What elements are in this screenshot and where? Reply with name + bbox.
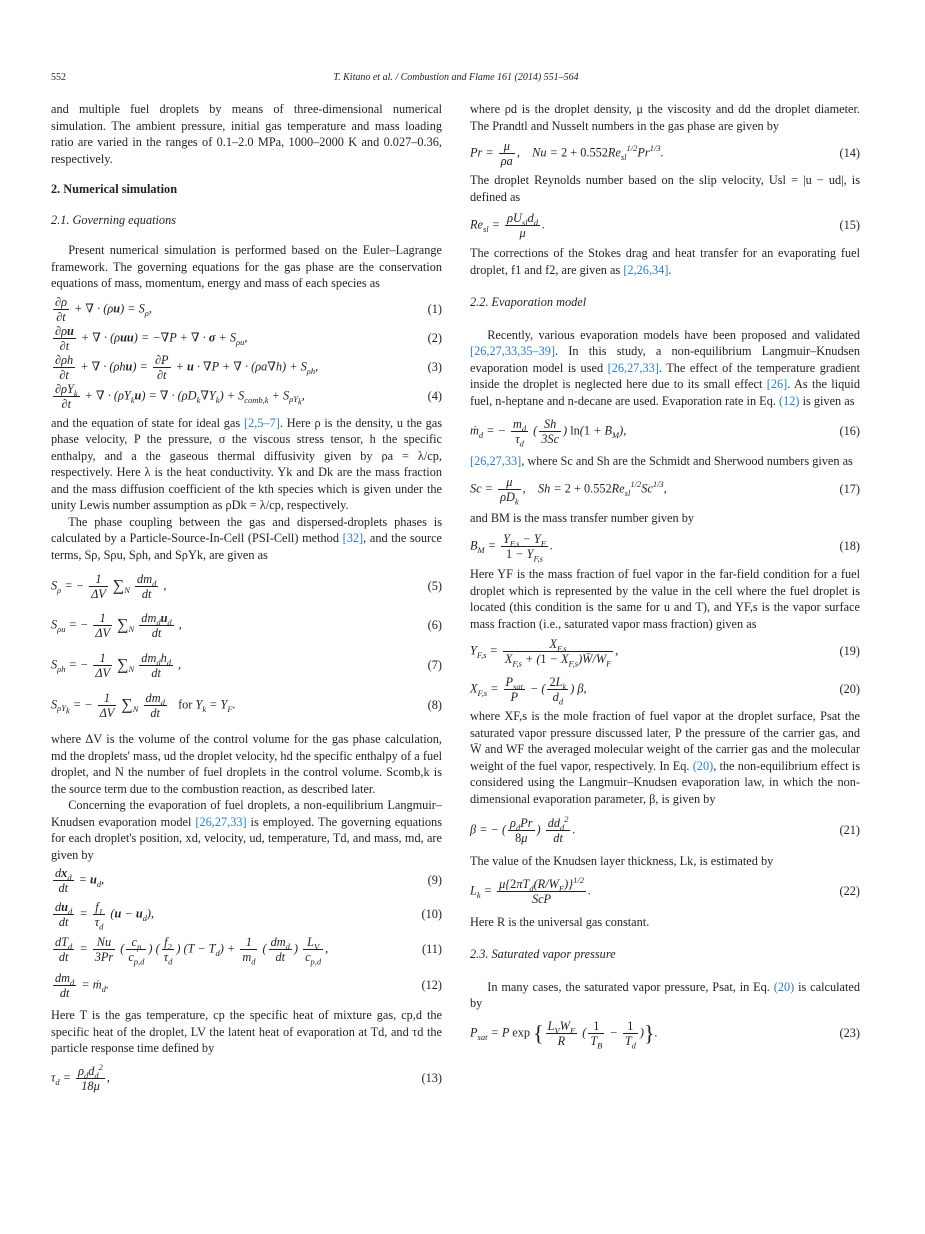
- equation-16: ṁ$_d$ = − $\frac{m_d}{\tau_d}$ ( $\frac{Sh}{3Sc}$ ) $\ln(1 + B_M)$, (16): [470, 416, 860, 448]
- left-column: [51, 101, 442, 1101]
- equation-number: (22): [839, 884, 860, 899]
- equation-number: (19): [839, 643, 860, 658]
- equation-number: (7): [427, 657, 442, 672]
- paragraph-phase-coupling: The phase coupling between the gas and dispersed-droplets phases is calculated by a Particle-Source-In-Cell (PSI-Cell) method [32], and the source terms, Sρ, Sρu, Sρh, and SρYk, are given as: [51, 514, 443, 562]
- paragraph-evaporation-model: Concerning the evaporation of fuel droplets, a non-equilibrium Langmuir–Knudsen evaporation model [26,27,33] is employed. The governing equations for each droplet's position, xd, velocity, ud, temperature, Td, and mass, md, are given by: [51, 798, 442, 862]
- equation-11: $dT_d$ dt = $\frac{Nu}{3Pr}$ ( $\frac{c_p}{c_{p,d}}$ ) ( $\frac{f_2}{\tau_d}$ ) $(T - T_d)$ + $\frac{1}{m_d}$ ( $dm_d$ dt ) $\frac{L_V}{c_{p,d}}$ , (11): [55, 934, 442, 966]
- equation-3: $\frac{\partial\rho h}{\partial t}$ + ∇ · (ρhu) = $\frac{\partial P}{\partial t}$ + u · ∇P + ∇ · $(\rho a\nabla h) + S_{\rho h}$, (3): [55, 352, 442, 382]
- equation-number: (10): [421, 906, 442, 921]
- paragraph-schmidt-sherwood: [26,27,33], where Sc and Sh are the Schmidt and Sherwood numbers given as: [470, 454, 853, 468]
- citation-link[interactable]: [2,26,34]: [623, 262, 669, 277]
- paragraph-evaporation-models: Recently, various evaporation models have been proposed and validated [26,27,33,35–39]. In this study, a non-equilibrium Langmuir–Knudsen evaporation model is used [26,27,33]. The effect of the temperature gradient inside the droplet is neglected here due to its small effect [26]. As the liquid fuel, n-heptane and n-decane are used. Evaporation rate in Eq. (12) is given as: [470, 327, 860, 408]
- equation-2: $\frac{\partial\rho u}{\partial t}$ + ∇ · (ρuu) = −∇P + ∇ · $\sigma + S_{\rho u}$, (2): [55, 323, 442, 353]
- citation-link[interactable]: [26]: [766, 377, 788, 391]
- equation-4: $\partial\rho Y_k$ ∂t + ∇ · $(\rho Y_ku)$ = ∇ · $(\rho D_k\nabla Y_k) + S_{comb,k} + S_{\rho Y_k}$, (4): [55, 381, 442, 411]
- equation-number: (17): [839, 482, 860, 497]
- equation-number: (1): [427, 301, 442, 316]
- equation-10: $du_d$ dt = $\frac{f_1}{\tau_d}$ $(u - u_d)$, (10): [55, 899, 442, 931]
- equation-13: $\tau_d$ = $\rho_dd_d^2$ 18μ , (13): [51, 1061, 442, 1093]
- equation-number: (20): [839, 681, 860, 696]
- citation-link[interactable]: [32]: [342, 531, 364, 545]
- citation-link[interactable]: [26,27,33]: [607, 360, 659, 375]
- equation-21: β = − ( $\rho_dPr$ 8μ ) $dd_d^2$ dt . (21): [470, 813, 860, 845]
- subsection-2-2-title: 2.2. Evaporation model: [470, 295, 587, 309]
- citation-link[interactable]: [2,5–7]: [244, 415, 280, 430]
- equation-6: $S_{\rho u}$ = − $\frac{1}{\Delta V}$ $\sum_N$ $dm_du_d$ dt , (6): [51, 610, 442, 640]
- paragraph-state-equation: and the equation of state for ideal gas [2,5–7]. Here ρ is the density, u the gas phase velocity, P the pressure, σ the viscous stress tensor, h the specific enthalpy, and a the gaseous thermal diffusivity given by ρa = λ/cp, respectively. Here λ is the heat conductivity. Yk and Dk are the mass fraction and the mass diffusion coefficient of the kth species which is given under the unity Lewis number assumption as ρDk = λ/cp, respectively.: [51, 415, 443, 512]
- equation-8: $S_{\rho Y_k}$ = − $\frac{1}{\Delta V}$ $\sum_N$ $dm_d$ dt for $Y_k = Y_F$. (8): [51, 690, 442, 720]
- equation-number: (3): [427, 359, 442, 374]
- equation-14: Pr = $\frac{\mu}{\rho a}$ , $Nu = 2 + 0.552Re_{sl}^{1/2}Pr^{1/3}$. (14): [470, 138, 860, 168]
- equation-number: (8): [427, 697, 442, 712]
- equation-12: $dm_d$ dt = ṁ$_d$. (12): [55, 970, 442, 1000]
- paragraph-knudsen-layer: The value of the Knudsen layer thickness, Lk, is estimated by: [470, 854, 774, 868]
- equation-number: (23): [839, 1026, 860, 1041]
- equation-number: (18): [839, 538, 860, 553]
- equation-23: $P_{sat} = P$ exp { $L_VW_F$ R ( $\frac{1}{T_B}$ − $\frac{1}{T_d}$ )}. (23): [470, 1019, 860, 1051]
- equation-number: (14): [839, 145, 860, 160]
- equation-number: (4): [427, 388, 442, 403]
- paragraph-gas-constant: Here R is the universal gas constant.: [470, 914, 650, 929]
- equation-1: $\frac{\partial\rho}{\partial t}$ + ∇ · $(\rho u) = S_\rho$, (1): [55, 294, 442, 324]
- paragraph-euler-lagrange: Present numerical simulation is performed based on the Euler–Lagrange framework. The governing equations for the gas phase are the conservation equations of mass, momentum, energy and mass of each species as: [51, 243, 442, 290]
- equation-15: $Re_{sl}$ = $\rho U_{sl}d_d$ μ . (15): [470, 210, 860, 240]
- equation-5: $S_\rho$ = − $\frac{1}{\Delta V}$ $\sum_N$ $dm_d$ dt , (5): [51, 571, 442, 601]
- equation-number: (13): [421, 1071, 442, 1086]
- equation-link[interactable]: (20): [773, 979, 795, 994]
- equation-19: $Y_{F,s}$ = $\frac{X_{F,s}}{X_{F,s} + (1 - X_{F,s})W̄/W_F}$ , (19): [470, 636, 860, 668]
- equation-22: $L_k$ = $\mu\{2\pi T_d(R/W_F)\}^{1/2}$ ScP . (22): [470, 874, 860, 906]
- equation-number: (2): [427, 330, 442, 345]
- citation-link[interactable]: [26,27,33]: [195, 814, 247, 829]
- equation-number: (15): [839, 217, 860, 232]
- equation-18: $B_M$ = $\frac{Y_{F,s} - Y_F}{1 - Y_{F,s}}$ . (18): [470, 531, 860, 563]
- page-number: 552: [51, 72, 66, 83]
- equation-number: (21): [839, 822, 860, 837]
- equation-number: (5): [427, 578, 442, 593]
- paragraph-far-field: Here YF is the mass fraction of fuel vapor in the far-field condition for a fuel droplet which is represented by the value in the cell where the fuel droplet is located (this condition is the same for u and T), and YF,s is the vapor surface mass fraction (i.e., saturated vapor mass fraction) given as: [470, 567, 860, 631]
- equation-number: (6): [427, 617, 442, 632]
- paragraph-source-terms: where ΔV is the volume of the control volume for the gas phase calculation, md the droplets' mass, ud the droplet velocity, hd the specific enthalpy of a fuel droplet, and N the number of fuel droplets in the control volume. Scomb,k is the source term due to the combustion reaction, as described later.: [51, 732, 442, 796]
- citation-link[interactable]: [26,27,33,35–39]: [470, 344, 556, 358]
- equation-number: (16): [839, 423, 860, 438]
- section-title: 2. Numerical simulation: [51, 182, 178, 196]
- citation-link[interactable]: [26,27,33]: [470, 454, 522, 468]
- subsection-2-1-title: 2.1. Governing equations: [51, 212, 177, 227]
- subsection-2-3-title: 2.3. Saturated vapor pressure: [470, 947, 616, 961]
- equation-number: (9): [427, 872, 442, 887]
- equation-link[interactable]: (12): [779, 393, 800, 408]
- running-head: T. Kitano et al. / Combustion and Flame 161 (2014) 551–564: [333, 72, 579, 83]
- equation-9: $dx_d$ dt = $u_d$, (9): [55, 865, 442, 895]
- equation-link[interactable]: (20): [692, 758, 714, 773]
- paragraph-droplet-density: where ρd is the droplet density, μ the viscosity and dd the droplet diameter. The Prandtl and Nusselt numbers in the gas phase are given by: [470, 102, 860, 133]
- equation-number: (12): [421, 977, 442, 992]
- equation-number: (11): [421, 941, 442, 956]
- right-column: [470, 101, 860, 1056]
- equation-7: $S_{\rho h}$ = − $\frac{1}{\Delta V}$ $\sum_N$ $dm_dh_d$ dt , (7): [51, 650, 442, 680]
- equation-20: $X_{F,s}$ = $P_{sat}$ P − ( $\frac{2L_k}{d_d}$ ) β, (20): [470, 674, 860, 706]
- equation-17: Sc = μ $\rho D_k$ , $Sh = 2 + 0.552Re_{sl}^{1/2}Sc^{1/3}$, (17): [470, 475, 860, 507]
- intro-tail-paragraph: and multiple fuel droplets by means of three-dimensional numerical simulation. The ambient pressure, initial gas temperature and mass loading ratio are varied in the ranges of 0.1–2.0 MPa, 1000–2000 K and 0.027–0.36, respectively.: [51, 102, 442, 166]
- paragraph-reynolds: The droplet Reynolds number based on the slip velocity, Usl = |u − ud|, is defined as: [470, 173, 860, 204]
- paragraph-saturated-pressure: In many cases, the saturated vapor pressure, Psat, in Eq. (20) is calculated by: [470, 979, 860, 1010]
- paragraph-stokes-corrections: The corrections of the Stokes drag and heat transfer for an evaporating fuel droplet, f1 and f2, are given as [2,26,34].: [470, 246, 860, 277]
- paragraph-mass-transfer-number: and BM is the mass transfer number given by: [470, 510, 695, 525]
- paragraph-droplet-variables: Here T is the gas temperature, cp the specific heat of mixture gas, cp,d the specific heat of the droplet, LV the latent heat of evaporation at Td, and τd the particle response time defined by: [51, 1008, 442, 1055]
- paragraph-mole-fraction: where XF,s is the mole fraction of fuel vapor at the droplet surface, Psat the saturated vapor pressure discussed later, P the pressure of the carrier gas, and W̄ and WF the averaged molecular weight of the carrier gas and the molecular weight of the fuel vapor, respectively. In Eq. (20), the non-equilibrium effect is considered using the Langmuir–Knudsen evaporation law, in which the non-dimensional evaporation parameter, β, is given by: [470, 709, 860, 806]
